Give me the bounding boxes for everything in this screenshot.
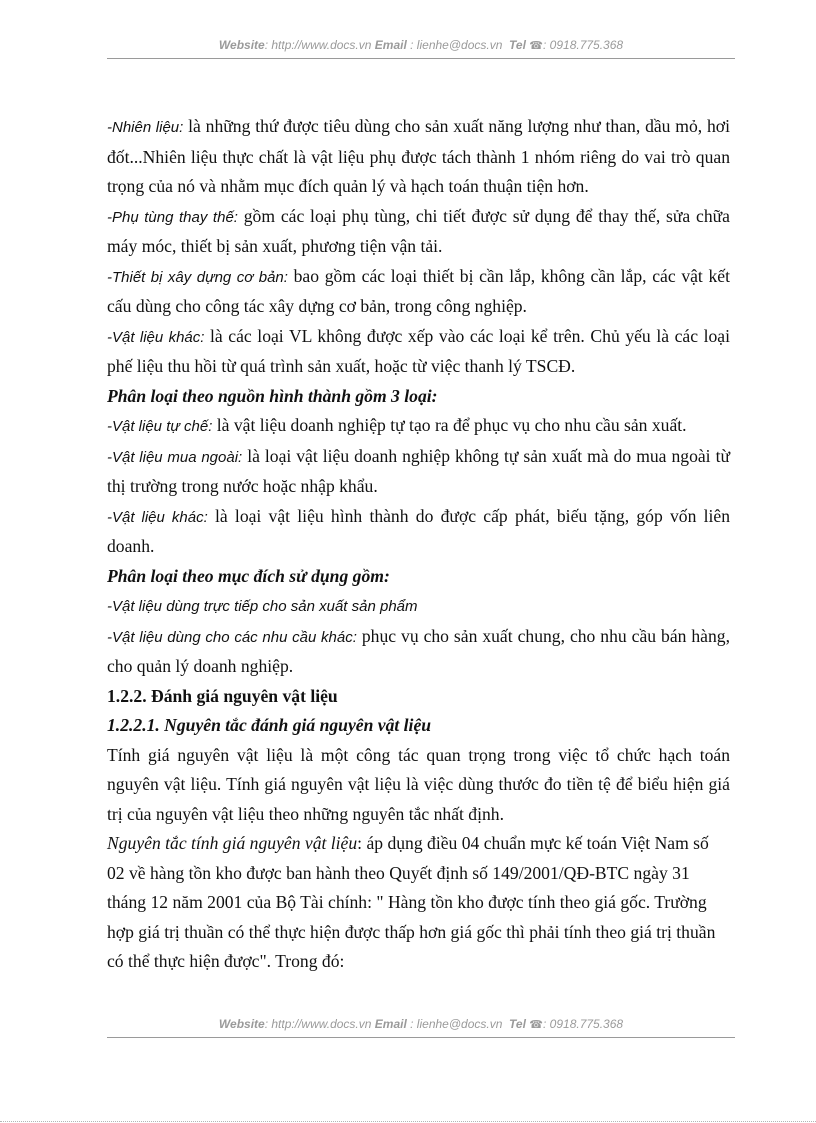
footer-tel-value: : 0918.775.368	[543, 1017, 624, 1031]
page-footer	[107, 1017, 735, 1038]
document-body	[107, 112, 730, 977]
item-label: -Vật liệu khác:	[107, 508, 208, 526]
header-tel-value: : 0918.775.368	[543, 38, 624, 52]
section-heading: 1.2.2. Đánh giá nguyên vật liệu	[107, 685, 338, 706]
paragraph	[107, 829, 730, 977]
item-text: bao gồm các loại thiết bị cần lắp, không cần lắp, các vật kết cấu dùng cho công tác xây dựng cơ bản, trong công nghiệp.	[107, 265, 730, 316]
item-label: -Vật liệu khác:	[107, 328, 205, 346]
item-text: là các loại VL không được xếp vào các loại kể trên. Chủ yếu là các loại phế liệu thu hồi từ quá trình sản xuất, hoặc từ việc thanh lý TSCĐ.	[107, 325, 730, 376]
phone-icon: ☎	[529, 40, 543, 52]
page-bottom-divider	[0, 1121, 816, 1122]
item-text: là loại vật liệu hình thành do được cấp phát, biếu tặng, góp vốn liên doanh.	[107, 505, 731, 556]
item-label: -Phụ tùng thay thế:	[107, 208, 238, 226]
header-email-value[interactable]: : lienhe@docs.vn	[410, 38, 503, 52]
item-label: -Vật liệu dùng trực tiếp cho sản xuất sản phẩm	[107, 598, 418, 615]
paragraph	[107, 591, 730, 622]
header-website-label: Website	[218, 38, 265, 52]
header-email-label: Email	[374, 38, 407, 52]
footer-email-value[interactable]: : lienhe@docs.vn	[410, 1017, 503, 1031]
item-label: -Vật liệu dùng cho các nhu cầu khác:	[107, 628, 357, 646]
section-heading: Phân loại theo mục đích sử dụng gồm:	[107, 565, 390, 586]
paragraph	[107, 502, 730, 562]
item-text: gồm các loại phụ tùng, chi tiết được sử dụng để thay thế, sửa chữa máy móc, thiết bị sản xuất, phương tiện vận tải.	[107, 205, 730, 256]
section-heading: Phân loại theo nguồn hình thành gồm 3 loại:	[107, 385, 438, 406]
footer-website-label: Website	[218, 1017, 265, 1031]
paragraph	[107, 622, 730, 682]
paragraph	[107, 262, 730, 322]
item-label: -Nhiên liệu:	[107, 119, 184, 136]
item-label: -Thiết bị xây dựng cơ bản:	[107, 268, 288, 286]
header-website-value[interactable]: : http://www.docs.vn	[264, 38, 372, 52]
item-text: : áp dụng điều 04 chuẩn mực kế toán Việt Nam số 02 về hàng tồn kho được ban hành theo Quyết định số 149/2001/QĐ-BTC ngày 31 tháng 12 năm 2001 của Bộ Tài chính: " Hàng tồn kho được tính theo giá gốc. Trường hợp giá trị thuần có thể thực hiện được thấp hơn giá gốc thì phải tính theo giá trị thuần có thể thực hiện được". Trong đó:	[107, 833, 716, 971]
paragraph	[107, 442, 730, 502]
footer-email-label: Email	[374, 1017, 407, 1031]
item-label: -Vật liệu mua ngoài:	[107, 448, 243, 466]
paragraph	[107, 112, 730, 202]
footer-tel-label: Tel	[509, 1017, 526, 1031]
item-text: là vật liệu doanh nghiệp tự tạo ra để phục vụ cho nhu cầu sản xuất.	[212, 415, 687, 435]
paragraph: Tính giá nguyên vật liệu là một công tác quan trọng trong việc tổ chức hạch toán nguyên vật liệu. Tính giá nguyên vật liệu là việc dùng thước đo tiền tệ để biểu hiện giá trị của nguyên vật liệu theo những nguyên tắc nhất định.	[107, 744, 730, 824]
paragraph	[107, 202, 730, 262]
item-label: -Vật liệu tự chế:	[107, 418, 213, 435]
item-text: là những thứ được tiêu dùng cho sản xuất năng lượng như than, dầu mỏ, hơi đốt...Nhiên liệu thực chất là vật liệu phụ được tách thành 1 nhóm riêng do vai trò quan trọng của nó và nhằm mục đích quản lý và hạch toán thuận tiện hơn.	[107, 116, 730, 196]
paragraph	[107, 322, 730, 382]
subsection-heading: 1.2.2.1. Nguyên tắc đánh giá nguyên vật liệu	[107, 715, 432, 735]
item-text: phục vụ cho sản xuất chung, cho nhu cầu bán hàng, cho quản lý doanh nghiệp.	[107, 625, 730, 676]
header-tel-label: Tel	[509, 38, 526, 52]
footer-website-value[interactable]: : http://www.docs.vn	[264, 1017, 372, 1031]
item-label: Nguyên tắc tính giá nguyên vật liệu	[107, 833, 358, 853]
paragraph	[107, 411, 730, 442]
phone-icon: ☎	[529, 1019, 543, 1031]
item-text: là loại vật liệu doanh nghiệp không tự sản xuất mà do mua ngoài từ thị trường trong nước hoặc nhập khẩu.	[107, 445, 730, 496]
page-header	[107, 38, 735, 59]
